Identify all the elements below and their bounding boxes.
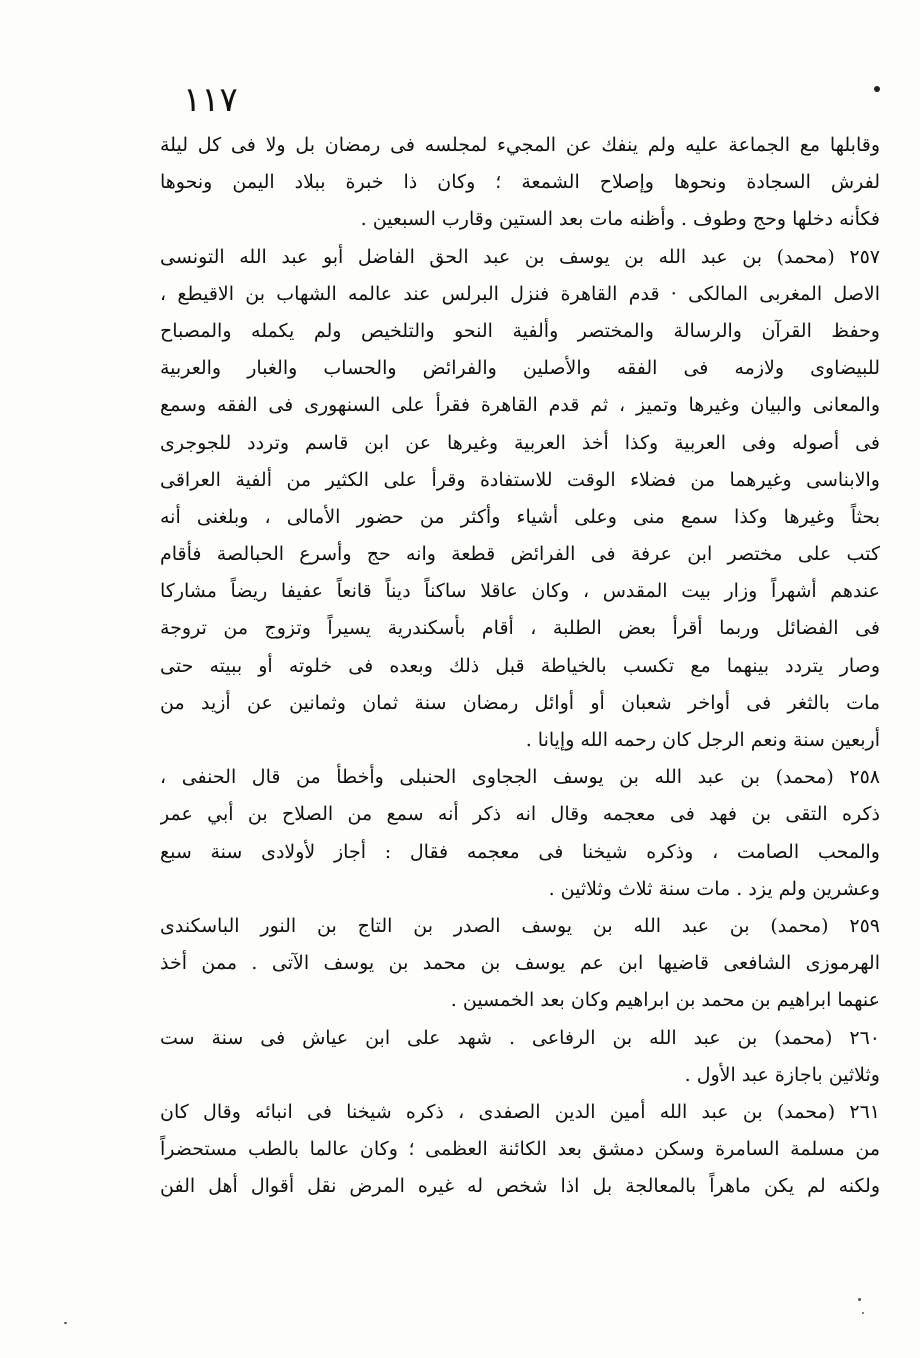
text-line: وصار يتردد بينهما مع تكسب بالخياطة قبل ذلك وبعده فى خلوته أو ببيته حتى [160,654,880,677]
entry-261-heading-line: ٢٦١ (محمد) بن عبد الله أمين الدين الصفدى ، ذكره شيخنا فى انبائه وقال كان [160,1100,880,1123]
text-line: فى أصوله وفى العربية وكذا أخذ العربية وغيرها عن ابن قاسم وتردد للجوجرى [160,431,880,454]
text-line: لفرش السجادة ونحوها وإصلاح الشمعة ؛ وكان ذا خبرة ببلاد اليمن ونحوها [160,171,880,194]
entry-258-heading-line: ٢٥٨ (محمد) بن عبد الله بن يوسف الججاوى الحنبلى وأخطأ من قال الحنفى ، [160,766,880,789]
text-line: مات بالثغر فى أواخر شعبان أو أوائل رمضان سنة ثمان وثمانين عن أزيد من [160,691,880,714]
text-line: عنهما ابراهيم بن محمد بن ابراهيم وكان بعد الخمسين . [450,989,880,1012]
entry-260-heading-line: ٢٦٠ (محمد) بن عبد الله بن الرفاعى . شهد على ابن عياش فى سنة ست [160,1026,880,1049]
text-line: وثلاثين باجازة عبد الأول . [684,1063,880,1086]
text-line: وعشرين ولم يزد . مات سنة ثلاث وثلاثين . [548,877,880,900]
text-line: بحثاً وغيرها وكذا سمع منى وعلى أشياء وأكثر من حضور الأمالى ، وبلغنى أنه [160,505,880,528]
scan-mark [874,86,880,92]
text-line: فى الفضائل وربما أقرأ بعض الطلبة ، أقام بأسكندرية يسيراً وتزوج من تروجة [160,617,880,640]
text-line: أربعين سنة ونعم الرجل كان رحمه الله وإيانا . [525,729,880,751]
entry-259-heading-line: ٢٥٩ (محمد) بن عبد الله بن يوسف الصدر بن التاج بن النور الباسكندى [160,914,880,937]
scan-speck [862,1312,864,1314]
text-line: والمحب الصامت ، وذكره شيخنا فى معجمه فقال : أجاز لأولادى سنة سبع [160,840,880,863]
text-line: ذكره التقى بن فهد فى معجمه وقال انه ذكر أنه سمع من الصلاح بن أبي عمر [160,803,880,826]
text-line: من مسلمة السامرة وسكن دمشق بعد الكائنة العظمى ؛ وكان عالما بالطب مستحضراً [160,1138,880,1161]
scan-speck [64,1322,67,1324]
text-line: ولكنه لم يكن ماهراً بالمعالجة بل اذا شخص له غيره المرض نقل أقوال أهل الفن [160,1175,880,1198]
text-line: الاصل المغربى المالكى · قدم القاهرة فنزل البرلس عند عالمه الشهاب بن الاقيطع ، [160,282,880,305]
page-body [160,127,880,1205]
text-line: للبيضاوى ولازمه فى الفقه والأصلين والفرائض والحساب والغبار والعربية [160,357,880,380]
text-line: كتب على مختصر ابن عرفة فى الفرائض قطعة وانه حج وأسرع الحبالصة فأقام [160,543,880,566]
scan-speck [858,1298,861,1301]
text-line: والابناسى وغيرهما من فضلاء الوقت للاستفادة وقرأ على الكثير من ألفية العراقى [160,468,880,491]
text-line: عندهم أشهراً وزار بيت المقدس ، وكان عاقلا ساكناً ديناً قانعاً عفيفا ريضاً مشاركا [160,580,880,603]
text-line: والمعانى والبيان وغيرها وتميز ، ثم قدم القاهرة فقرأ على السنهورى فى الفقه وسمع [160,394,880,417]
text-line: الهرموزى الشافعى قاضيها ابن عم يوسف بن محمد بن يوسف الآتى . ممن أخذ [160,952,880,975]
entry-257-heading-line: ٢٥٧ (محمد) بن عبد الله بن يوسف بن عبد الحق الفاضل أبو عبد الله التونسى [160,245,880,268]
text-line: وقابلها مع الجماعة عليه ولم ينفك عن المجيء لمجلسه فى رمضان بل ولا فى كل ليلة [160,134,880,156]
page-number: ١١٧ [183,80,238,120]
text-line: وحفظ القرآن والرسالة والمختصر وألفية النحو والتلخيص ولم يكمله والمصباح [160,319,880,342]
text-line: فكأنه دخلها وحج وطوف . وأظنه مات بعد الستين وقارب السبعين . [360,208,880,231]
